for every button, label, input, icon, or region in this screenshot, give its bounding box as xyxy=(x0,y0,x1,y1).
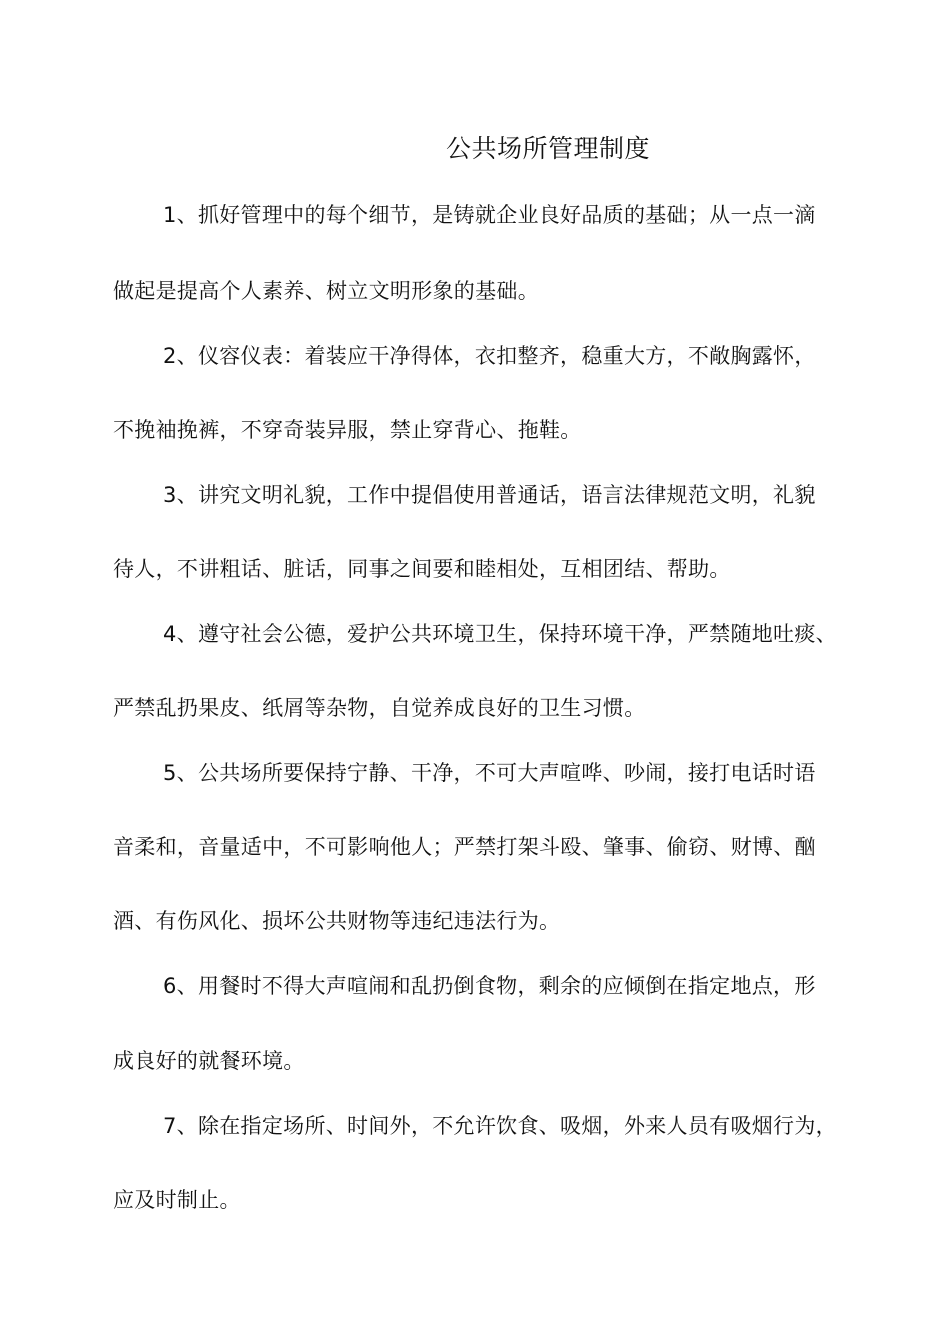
rule-2-line-2: 不挽袖挽裤，不穿奇装异服，禁止穿背心、拖鞋。 xyxy=(113,418,582,442)
document-title: 公共场所管理制度 xyxy=(445,134,650,163)
rule-6-line-1: 6、用餐时不得大声喧闹和乱扔倒食物，剩余的应倾倒在指定地点，形 xyxy=(163,974,816,998)
rule-1-line-1: 1、抓好管理中的每个细节，是铸就企业良好品质的基础；从一点一滴 xyxy=(163,203,816,227)
rule-5-line-3: 酒、有伤风化、损坏公共财物等违纪违法行为。 xyxy=(113,909,561,933)
rule-7-line-1: 7、除在指定场所、时间外，不允许饮食、吸烟，外来人员有吸烟行为， xyxy=(163,1114,837,1138)
rule-4-line-2: 严禁乱扔果皮、纸屑等杂物，自觉养成良好的卫生习惯。 xyxy=(113,696,646,720)
rule-2-line-1: 2、仪容仪表：着装应干净得体，衣扣整齐，稳重大方，不敞胸露怀， xyxy=(163,344,816,368)
rule-5-line-2: 音柔和，音量适中，不可影响他人；严禁打架斗殴、肇事、偷窃、财博、酗 xyxy=(113,835,816,859)
rule-6-line-2: 成良好的就餐环境。 xyxy=(113,1049,305,1073)
rule-1-line-2: 做起是提高个人素养、树立文明形象的基础。 xyxy=(113,279,539,303)
rule-3-line-2: 待人，不讲粗话、脏话，同事之间要和睦相处，互相团结、帮助。 xyxy=(113,557,731,581)
rule-5-line-1: 5、公共场所要保持宁静、干净，不可大声喧哗、吵闹，接打电话时语 xyxy=(163,761,816,785)
rule-3-line-1: 3、讲究文明礼貌，工作中提倡使用普通话，语言法律规范文明，礼貌 xyxy=(163,483,816,507)
rule-7-line-2: 应及时制止。 xyxy=(113,1188,241,1212)
rule-4-line-1: 4、遵守社会公德，爱护公共环境卫生，保持环境干净，严禁随地吐痰、 xyxy=(163,622,837,646)
